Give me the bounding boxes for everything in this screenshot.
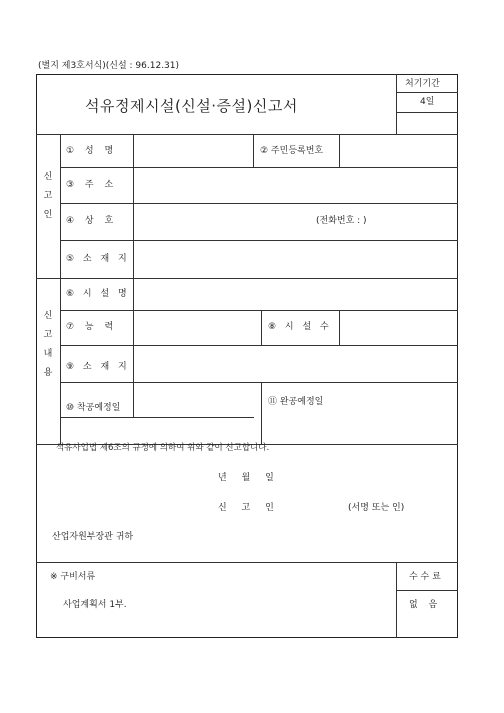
facility-name-label: ⑥ 시 설 명 (66, 289, 130, 299)
address-label: ③ 주 소 (66, 180, 118, 190)
fee-value: 없 음 (409, 600, 442, 610)
reporter-section-label: 신 고 인 (43, 172, 53, 220)
processing-period-value: 4일 (420, 97, 435, 107)
phone-number-note: (전화번호 : ) (316, 216, 367, 226)
reporter-location-label: ⑤ 소 재 지 (66, 254, 130, 264)
completion-date-label: ⑪ 완공예정일 (268, 397, 324, 407)
fee-label: 수 수 료 (409, 572, 441, 582)
form-title: 석유정제시설(신설·증설)신고서 (85, 97, 298, 115)
signature-note: (서명 또는 인) (348, 503, 405, 513)
content-location-label: ⑨ 소 재 지 (66, 362, 130, 372)
date-line: 년 월 일 (218, 473, 280, 483)
addressee: 산업자원부장관 귀하 (52, 532, 134, 542)
form-number: (별지 제3호서식)(신설 : 96.12.31) (38, 61, 180, 71)
form-frame (36, 74, 458, 638)
attachment-item: 사업계획서 1부. (63, 600, 127, 610)
start-date-label: ⑩ 착공예정일 (66, 403, 121, 413)
business-name-label: ④ 상 호 (66, 216, 118, 226)
declaration-statement: 석유사업법 제6조의 규정에 의하여 위와 같이 신고합니다. (56, 443, 270, 453)
processing-period-label: 처기기간 (405, 79, 440, 89)
reporter-line: 신 고 인 (218, 503, 280, 513)
content-section-label: 신 고 내 용 (43, 311, 53, 378)
attachments-header: ※ 구비서류 (50, 572, 96, 582)
facility-count-label: ⑧ 시 설 수 (268, 322, 332, 332)
capacity-label: ⑦ 능 력 (66, 322, 118, 332)
name-label: ① 성 명 (66, 146, 118, 156)
resident-number-label: ② 주민등록번호 (260, 146, 324, 156)
